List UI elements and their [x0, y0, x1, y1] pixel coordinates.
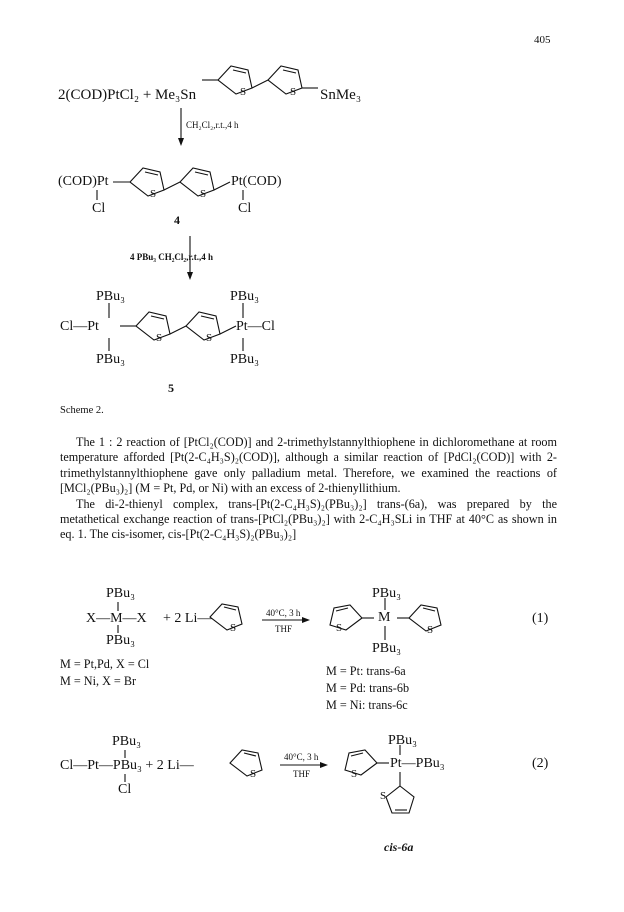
condition-1: CH₂Cl₂,r.t.,4 h: [186, 120, 239, 130]
eq2-product-pbu3: PBu₃: [388, 733, 418, 748]
eq2-reagent-sulfur: S: [250, 768, 257, 780]
thiophene-ring-2: [268, 66, 302, 94]
eq1-pbu3-bottom: PBu₃: [106, 633, 136, 648]
mid-right-cl: Cl: [238, 201, 252, 216]
eq1-condition-bottom: THF: [275, 624, 293, 634]
prod-pbu3-top-right: PBu₃: [230, 289, 260, 304]
eq1-definitions-left: [60, 657, 149, 691]
eq1-def-right-1: M = Pt: trans-6a: [326, 664, 406, 678]
prod-ring-1-sulfur: S: [156, 332, 163, 344]
scheme2-reactant: 2(COD)PtCl₂ + Me₃Sn: [58, 87, 197, 103]
eq2-product-sulfur: S: [351, 768, 358, 780]
prod-left-group: Cl—Pt: [60, 319, 99, 334]
mid-left-cl: Cl: [92, 201, 106, 216]
eq1-metal: M: [378, 610, 391, 625]
ring-2-sulfur: S: [290, 86, 297, 98]
eq1-def-left-2: M = Ni, X = Br: [60, 674, 137, 688]
prod-pbu3-bottom-left: PBu₃: [96, 352, 126, 367]
arrow-1-head: [178, 138, 184, 146]
arrow-2-head: [187, 272, 193, 280]
scheme2-reactant-end: SnMe₃: [320, 87, 362, 103]
eq2-compound-label: cis-6a: [384, 840, 414, 854]
condition-2: 4 PBu₃ CH₂Cl₂,r.t.,4 h: [130, 252, 214, 262]
prod-right-group: Pt—Cl: [236, 319, 275, 334]
mid-left-group: (COD)Pt: [58, 174, 109, 189]
mid-ring-1-sulfur: S: [150, 188, 157, 200]
mid-ring-2-sulfur: S: [200, 188, 207, 200]
eq1-reagent-sulfur: S: [230, 622, 237, 634]
eq2-condition-bottom: THF: [293, 769, 311, 779]
eq1-def-right-2: M = Pd: trans-6b: [326, 681, 410, 695]
thiophene-ring-1: [218, 66, 252, 94]
eq2-product: Pt—PBu₃: [390, 756, 445, 771]
eq1-reactant: X—M—X: [86, 611, 147, 626]
scheme-caption: Scheme 2.: [60, 405, 104, 416]
eq1-product-sulfur-right: S: [427, 624, 434, 636]
eq1-pbu3-top: PBu₃: [106, 586, 136, 601]
eq2-condition-top: 40°C, 3 h: [284, 752, 319, 762]
ring-1-sulfur: S: [240, 86, 247, 98]
mid-right-group: Pt(COD): [231, 174, 282, 189]
eq2-pbu3-top: PBu₃: [112, 734, 142, 749]
compound-label-4: 4: [174, 213, 180, 227]
paragraph-2: The di-2-thienyl complex, trans-[Pt(2-C₄H₃S)₂(PBu₃)₂] trans-(6a), was prepared by the metathetical exchange reaction of trans-[PtCl₂(PBu₃)₂] with 2-C₄H₃SLi in THF at 40°C as shown in eq. 1. The cis-isomer, cis-[Pt(2-C₄H₃S)₂(PBu₃)₂]: [60, 496, 557, 542]
eq1-def-right-3: M = Ni: trans-6c: [326, 698, 408, 712]
eq1-def-left-1: M = Pt,Pd, X = Cl: [60, 657, 150, 671]
eq2-number: (2): [532, 756, 549, 771]
eq1-definitions-right: [326, 664, 409, 715]
prod-ring-2-sulfur: S: [206, 332, 213, 344]
prod-pbu3-top-left: PBu₃: [96, 289, 126, 304]
paragraph-1: The 1 : 2 reaction of [PtCl₂(COD)] and 2-trimethylstannylthiophene in dichloromethane at room temperature afforded [Pt(2-C₄H₃S)₂(COD)], although a similar reaction of [PdCl₂(COD)] with 2-trimethylstannylthiophene gave only palladium metal. Therefore, we examined the reactions of [MCl₂(PBu₃)₂] (M = Pt, Pd, or Ni) with an excess of 2-thienyllithium.: [60, 435, 557, 496]
eq2-reactant: Cl—Pt—PBu₃ + 2 Li—: [60, 758, 194, 773]
eq1-product-pbu3-bottom: PBu₃: [372, 641, 402, 656]
prod-pbu3-bottom-right: PBu₃: [230, 352, 260, 367]
eq1-product-pbu3-top: PBu₃: [372, 586, 402, 601]
body-text: [60, 435, 557, 543]
eq1-number: (1): [532, 611, 549, 626]
eq2-product-lower-sulfur: S: [380, 790, 387, 802]
eq1-condition-top: 40°C, 3 h: [266, 608, 301, 618]
eq1-arrow-head: [302, 617, 310, 623]
compound-label-5: 5: [168, 381, 174, 395]
eq2-cl: Cl: [118, 782, 132, 797]
inter-ring-bond-1: [252, 80, 268, 88]
eq1-lithium: + 2 Li—: [163, 611, 212, 626]
eq1-product-sulfur-left: S: [336, 622, 343, 634]
page-number: 405: [534, 34, 551, 46]
eq2-arrow-head: [320, 762, 328, 768]
